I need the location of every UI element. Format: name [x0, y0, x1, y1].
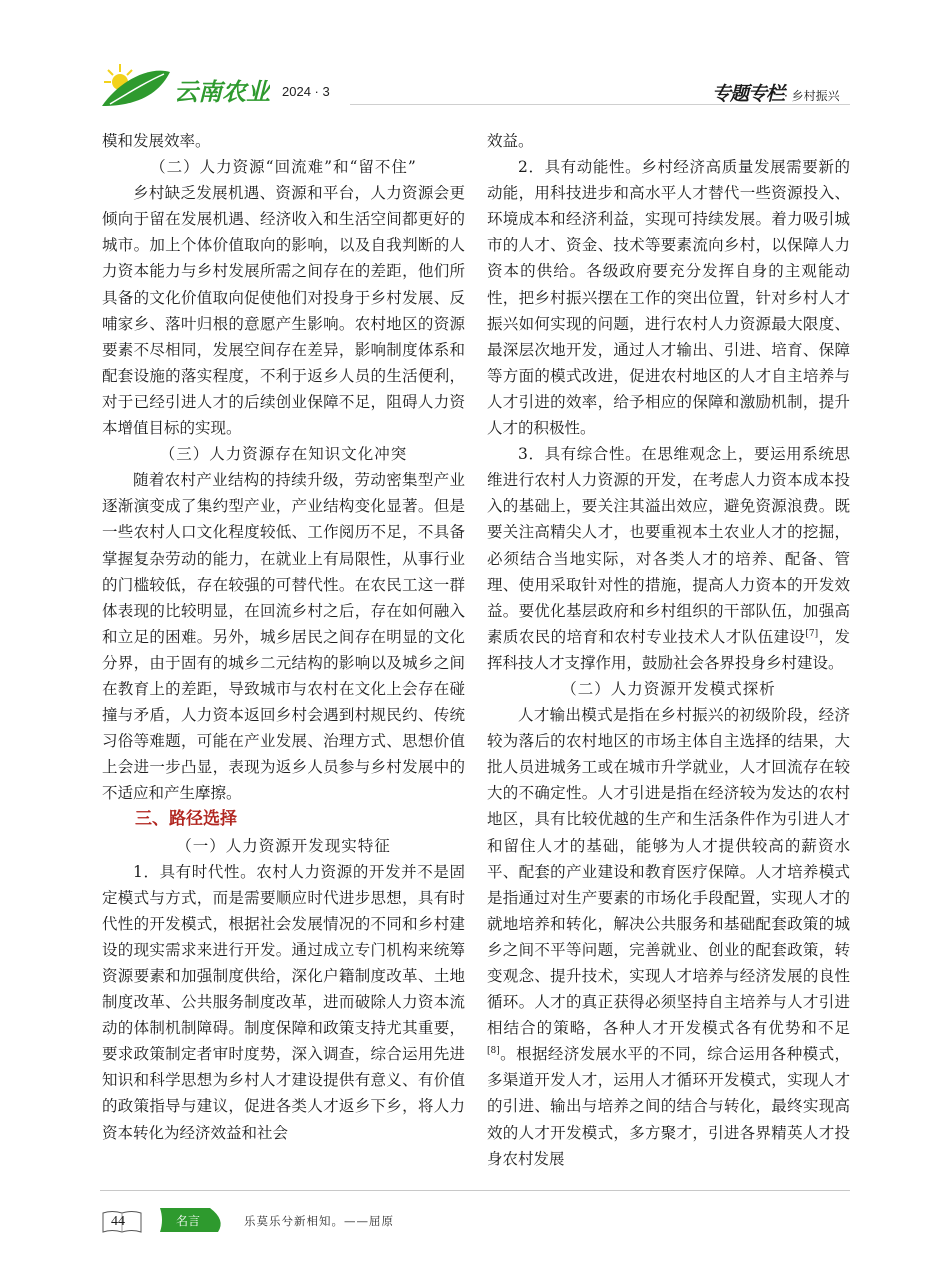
- paragraph: [487, 702, 850, 1172]
- paragraph: 效益。: [487, 132, 534, 150]
- paragraph: 模和发展效率。: [102, 132, 211, 150]
- paragraph: 随着农村产业结构的持续升级，劳动密集型产业逐渐演变成了集约型产业，产业结构变化显著。但是一些农村人口文化程度较低、工作阅历不足，不具备掌握复杂劳动的能力，在就业上有局限性，从事行业的门槛较低，存在较强的可替代性。在农民工这一群体表现的比较明显，在回流乡村之后，存在如何融入和立足的困难。另外，城乡居民之间存在明显的文化分界，由于固有的城乡二元结构的影响以及城乡之间在教育上的差距，导致城市与农村在文化上会存在碰撞与矛盾，人力资本返回乡村会遇到村规民约、传统习俗等难题，可能在产业发展、治理方式、思想价值上会进一步凸显，表现为返乡人员参与乡村发展中的不适应和产生摩擦。: [102, 471, 465, 803]
- footer-divider: [100, 1190, 850, 1191]
- leaf-sun-icon: [100, 62, 270, 110]
- page-number: 44: [111, 1214, 125, 1229]
- subsection-heading: （一）人力资源开发现实特征: [176, 836, 391, 855]
- column-tag-title: 专题专栏: [712, 83, 785, 105]
- left-column: [102, 128, 465, 1146]
- journal-logo: [100, 62, 270, 110]
- paragraph: 1．具有时代性。农村人力资源的开发并不是固定模式与方式，而是需要顺应时代进步思想，具有时代性的开发模式，根据社会发展情况的不同和乡村建设的现实需求来进行开发。通过成立专门机构来统筹资源要素和加强制度供给，深化户籍制度改革、土地制度改革、公共服务制度改革，进而破除人力资本流动的体制机制障碍。制度保障和政策支持尤其重要，要求政策制定者审时度势，深入调查，综合运用先进知识和科学思想为乡村人才建设提供有意义、有价值的政策指导与建议，促进各类人才返乡下乡，将人力资本转化为经济效益和社会: [102, 862, 465, 1142]
- paragraph-text: 人才输出模式是指在乡村振兴的初级阶段，经济较为落后的农村地区的市场主体自主选择的结果，大批人员进城务工或在城市升学就业，人才回流存在较大的不确定性。人才引进是指在经济较为发达的农村地区，具有比较优越的生产和生活条件作为引进人才和留住人才的基础，能够为人才提供较高的薪资水平、配套的产业建设和教育医疗保障。人才培养模式是指通过对生产要素的市场化手段配置，实现人才的就地培养和转化，解决公共服务和基础配套政策的城乡之间不平等问题，完善就业、创业的配套政策，转变观念、提升技术，实现人才培养与经济发展的良性循环。人才的真正获得必须坚持自主培养与人才引进相结合的策略，各种人才开发模式各有优势和不足: [487, 706, 850, 1038]
- paragraph: 乡村缺乏发展机遇、资源和平台，人力资源会更倾向于留在发展机遇、经济收入和生活空间都更好的城市。加上个体价值取向的影响，以及自我判断的人力资本能力与乡村发展所需之间存在的差距，他们所具备的文化价值取向促使他们对投身于乡村发展、反哺家乡、落叶归根的意愿产生影响。农村地区的资源要素不尽相同，发展空间存在差异，影响制度体系和配套设施的落实程度，不利于返乡人员的生活便利，对于已经引进人才的后续创业保障不足，阻碍人力资本增值目标的实现。: [102, 184, 465, 438]
- page-header: [0, 0, 950, 110]
- paragraph-text: 3．具有综合性。在思维观念上，要运用系统思维进行农村人力资源的开发，在考虑人力资本成本投入的基础上，要关注其溢出效应，避免资源浪费。既要关注高精尖人才，也要重视本土农业人才的挖掘，必须结合当地实际，对各类人才的培养、配备、管理、使用采取针对性的措施，提高人力资本的开发效益。要优化基层政府和乡村组织的干部队伍，加强高素质农民的培育和农村专业技术人才队伍建设: [487, 445, 850, 646]
- subsection-heading: （二）人力资源“回流难”和“留不住”: [150, 158, 417, 177]
- quote-label: 名言: [176, 1214, 201, 1228]
- column-tag-sub: · 乡村振兴: [784, 89, 840, 103]
- paragraph-text: 。根据经济发展水平的不同，综合运用各种模式，多渠道开发人才，运用人才循环开发模式，实现人才的引进、输出与培养之间的结合与转化，最终实现高效的人才开发模式，多方聚才，引进各界精英人才投身农村发展: [487, 1045, 850, 1168]
- citation-ref: [8]: [487, 1046, 500, 1057]
- paragraph-text: ，发挥科技人才支撑作用，鼓励社会各界投身乡村建设。: [487, 627, 850, 672]
- subsection-heading: （二）人力资源开发模式探析: [561, 679, 776, 698]
- citation-ref: [7]: [805, 628, 819, 639]
- right-column: [487, 128, 850, 1172]
- section-title: 三、路径选择: [135, 809, 237, 830]
- column-tag: [712, 79, 840, 106]
- footer-quote: 乐莫乐兮新相知。——屈原: [244, 1214, 394, 1228]
- subsection-heading: （三）人力资源存在知识文化冲突: [159, 445, 408, 464]
- paragraph: 2．具有动能性。乡村经济高质量发展需要新的动能，用科技进步和高水平人才替代一些资源投入、环境成本和经济利益，实现可持续发展。着力吸引城市的人才、资金、技术等要素流向乡村，以保障人力资本的供给。各级政府要充分发挥自身的主观能动性，把乡村振兴摆在工作的突出位置，针对乡村人才振兴如何实现的问题，进行农村人力资源最大限度、最深层次地开发，通过人才输出、引进、培育、保障等方面的模式改进，促进农村地区的人才自主培养与人才引进的效率，给予相应的保障和激励机制，提升人才的积极性。: [487, 158, 850, 438]
- journal-name: 云南农业: [174, 77, 270, 106]
- issue-number: 2024 · 3: [282, 84, 330, 99]
- paragraph: [487, 441, 850, 676]
